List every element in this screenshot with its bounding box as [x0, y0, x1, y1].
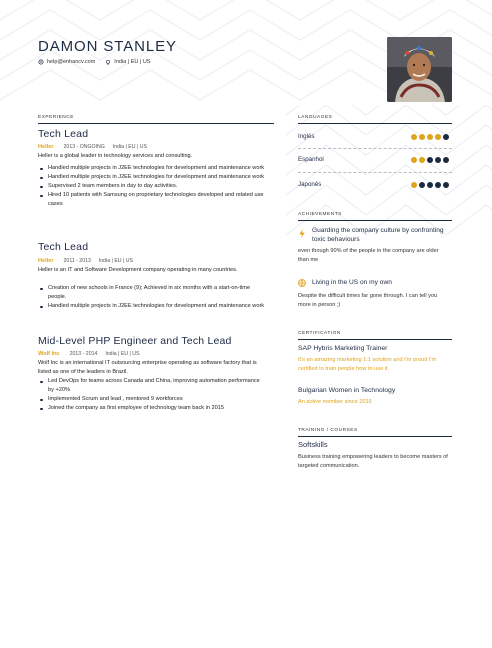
- location-pin-icon: [105, 59, 111, 65]
- level-dot-filled: [411, 182, 417, 188]
- job-description: Heller is a global leader in technology services and consulting.: [38, 153, 193, 159]
- location-text: India | EU | US: [114, 59, 151, 65]
- job-bullet: Joined the company as first employee of technology team back in 2015: [38, 404, 266, 413]
- profile-photo: [387, 37, 452, 102]
- contact-line: [38, 59, 150, 65]
- job-bullet: Handled multiple projects in J2EE technologies for development and maintenance work: [38, 173, 266, 182]
- level-dot-filled: [427, 134, 433, 140]
- job-bullet: Led DevOps for teams across Canada and China, improving automation performance by +20%: [38, 377, 266, 395]
- achievements-heading: ACHIEVEMENTS: [298, 212, 342, 217]
- job-bullets: [38, 284, 266, 311]
- level-dot-empty: [427, 157, 433, 163]
- lightning-icon: [298, 229, 306, 238]
- job-title: Tech Lead: [38, 241, 89, 253]
- job-description: Heller is an IT and Software Development company operating in many countries.: [38, 267, 238, 273]
- language-name: Inglés: [298, 133, 315, 140]
- level-dot-empty: [443, 157, 449, 163]
- achievement-description: even though 90% of the people in the company are older than me: [298, 248, 439, 263]
- certification-description: An active member since 2016: [298, 399, 372, 405]
- language-level-dots: [411, 157, 449, 163]
- candidate-name: DAMON STANLEY: [38, 38, 177, 55]
- level-dot-empty: [435, 182, 441, 188]
- training-heading: TRAINING / COURSES: [298, 428, 358, 433]
- languages-heading: LANGUAGES: [298, 115, 333, 120]
- job-title: Mid-Level PHP Engineer and Tech Lead: [38, 335, 232, 347]
- achievement-title: Living in the US on my own: [312, 279, 392, 286]
- level-dot-empty: [427, 182, 433, 188]
- languages-rule: [298, 123, 452, 124]
- job-company: Wolf Inc: [38, 351, 60, 357]
- achievement-title: Guarding the company culture by confronting toxic behaviours: [312, 227, 444, 243]
- certification-heading: CERTIFICATION: [298, 331, 341, 336]
- job-title: Tech Lead: [38, 128, 89, 140]
- job-bullets: [38, 164, 266, 209]
- experience-heading: EXPERIENCE: [38, 115, 74, 120]
- job-bullet: Handled multiple projects in J2EE technologies for development and maintenance work: [38, 302, 266, 311]
- job-meta: [38, 144, 147, 150]
- level-dot-filled: [419, 134, 425, 140]
- globe-icon: [298, 279, 306, 287]
- language-name: Japonês: [298, 181, 322, 188]
- job-dates: 2013 - ONGOING: [63, 144, 105, 150]
- job-bullet: Implemented Scrum and lead , mentored 9 workforces: [38, 395, 266, 404]
- level-dot-empty: [419, 182, 425, 188]
- level-dot-empty: [443, 134, 449, 140]
- certification-description: It's an amazing marketing 1:1 solution and I'm proud I'm certified to train people how to use it.: [298, 357, 437, 372]
- sidebar-chevron-pattern: [286, 105, 492, 305]
- job-dates: 2013 - 2014: [69, 351, 98, 357]
- job-bullet: Creation of new schools in France (9); Achieved in six months with a start-on-time people.: [38, 284, 266, 302]
- achievement-description: Despite the difficult times far gone through. I can tell you more in person ;): [298, 293, 438, 308]
- certification-title: SAP Hybris Marketing Trainer: [298, 345, 388, 352]
- certification-rule: [298, 339, 452, 340]
- training-description: Business training empowering leaders to become masters of targeted communication.: [298, 454, 448, 469]
- job-location: India | EU | US: [105, 351, 140, 357]
- training-rule: [298, 436, 452, 437]
- job-bullet: Hired 10 patients with Samsung on proprietary technologies developed and related use cases: [38, 191, 266, 209]
- language-level-dots: [411, 134, 449, 140]
- job-location: India | EU | US: [112, 144, 147, 150]
- training-title: Softskills: [298, 440, 328, 449]
- job-bullets: [38, 377, 266, 413]
- email-icon: [38, 59, 44, 65]
- job-dates: 2011 - 2013: [63, 258, 91, 264]
- achievements-rule: [298, 220, 452, 221]
- level-dot-empty: [435, 157, 441, 163]
- job-company: Heller: [38, 258, 54, 264]
- language-divider: [298, 172, 452, 173]
- language-divider: [298, 148, 452, 149]
- job-meta: [38, 351, 139, 357]
- job-bullet: Handled multiple projects in J2EE technologies for development and maintenance work: [38, 164, 266, 173]
- job-meta: [38, 258, 133, 264]
- level-dot-filled: [411, 157, 417, 163]
- job-bullet: Supervised 2 team members in day to day activities.: [38, 182, 266, 191]
- language-level-dots: [411, 182, 449, 188]
- language-name: Espanhol: [298, 156, 324, 163]
- experience-rule: [38, 123, 274, 124]
- certification-title: Bulgarian Women in Technology: [298, 387, 396, 394]
- email-text[interactable]: help@enhancv.com: [47, 59, 96, 65]
- level-dot-empty: [443, 182, 449, 188]
- level-dot-filled: [411, 134, 417, 140]
- job-description: Wolf Inc is an international IT outsourcing enterprise operating as software factory that is listed as one of the leaders in Brazil.: [38, 360, 257, 375]
- job-company: Heller: [38, 144, 54, 150]
- job-location: India | EU | US: [98, 258, 133, 264]
- level-dot-filled: [435, 134, 441, 140]
- level-dot-filled: [419, 157, 425, 163]
